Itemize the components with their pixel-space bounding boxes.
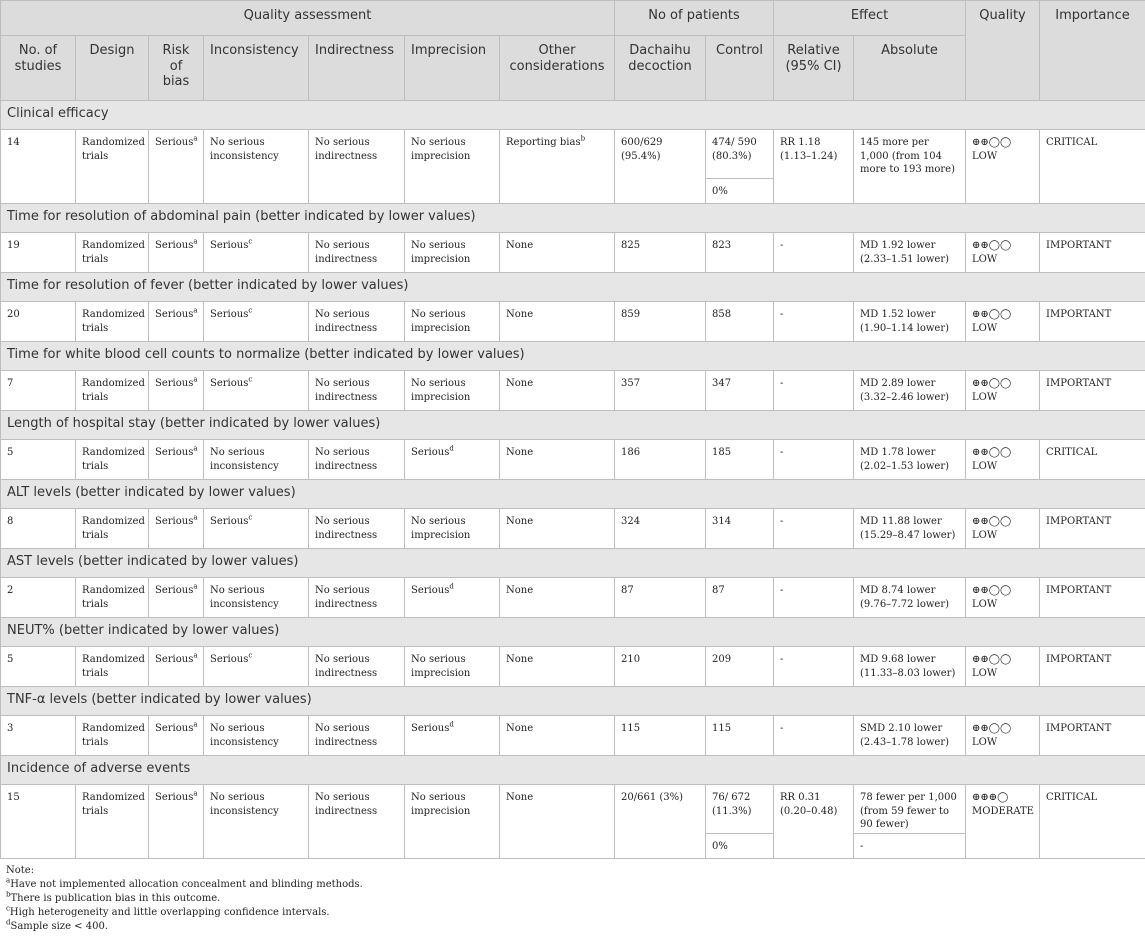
footnote-marker: a [193, 135, 197, 143]
cell-inconsistency [204, 302, 309, 342]
cell-absolute: MD 1.52 lower (1.90–1.14 lower) [854, 302, 966, 342]
cell-absolute-value: 78 fewer per 1,000 (from 59 fewer to 90 fewer) [854, 785, 965, 834]
cell-text: No serious imprecision [411, 240, 470, 265]
header-quality-assessment: Quality assessment [1, 1, 615, 36]
cell-text: None [506, 240, 533, 251]
note-text: High heterogeneity and little overlapping confidence intervals. [10, 907, 330, 918]
cell-control-baseline: 0% [706, 834, 773, 858]
cell-text: Serious [155, 654, 193, 665]
header-inconsistency: Inconsistency [204, 36, 309, 101]
cell-text: No serious imprecision [411, 309, 470, 334]
cell-quality: ⊕⊕◯◯ LOW [966, 302, 1040, 342]
cell-studies: 5 [1, 647, 76, 687]
cell-inconsistency [204, 371, 309, 411]
cell-control: 347 [706, 371, 774, 411]
cell-inconsistency [204, 578, 309, 618]
cell-absolute-baseline: - [854, 834, 965, 858]
cell-absolute [854, 785, 966, 859]
cell-quality: ⊕⊕◯◯ LOW [966, 716, 1040, 756]
cell-text: Serious [210, 309, 248, 320]
cell-dachaihu: 859 [615, 302, 706, 342]
cell-quality: ⊕⊕◯◯ LOW [966, 130, 1040, 204]
cell-risk-of-bias [149, 578, 204, 618]
note-item [6, 906, 1139, 920]
cell-text: No serious imprecision [411, 792, 470, 817]
cell-control: 87 [706, 578, 774, 618]
cell-dachaihu: 357 [615, 371, 706, 411]
cell-imprecision [405, 130, 500, 204]
header-design: Design [76, 36, 149, 101]
cell-text: No serious imprecision [411, 654, 470, 679]
cell-text: None [506, 792, 533, 803]
cell-text: Serious [155, 585, 193, 596]
cell-risk-of-bias [149, 233, 204, 273]
cell-text: No serious inconsistency [210, 585, 279, 610]
cell-text: Serious [210, 378, 248, 389]
cell-text: Serious [155, 792, 193, 803]
cell-other-considerations [500, 302, 615, 342]
cell-importance: CRITICAL [1040, 130, 1145, 204]
cell-dachaihu: 115 [615, 716, 706, 756]
cell-text: Serious [155, 240, 193, 251]
cell-text: Serious [210, 516, 248, 527]
cell-relative: - [774, 716, 854, 756]
cell-imprecision [405, 785, 500, 859]
cell-dachaihu: 186 [615, 440, 706, 480]
cell-risk-of-bias [149, 785, 204, 859]
cell-risk-of-bias [149, 371, 204, 411]
table-row [1, 130, 1145, 204]
cell-absolute: MD 2.89 lower (3.32–2.46 lower) [854, 371, 966, 411]
cell-dachaihu: 210 [615, 647, 706, 687]
cell-studies: 2 [1, 578, 76, 618]
cell-absolute: MD 1.92 lower (2.33–1.51 lower) [854, 233, 966, 273]
footnote-marker: c [248, 238, 252, 246]
cell-risk-of-bias [149, 302, 204, 342]
section-title: Time for resolution of fever (better indicated by lower values) [1, 273, 1145, 302]
cell-absolute: MD 1.78 lower (2.02–1.53 lower) [854, 440, 966, 480]
cell-control: 209 [706, 647, 774, 687]
cell-quality: ⊕⊕◯◯ LOW [966, 578, 1040, 618]
cell-studies: 19 [1, 233, 76, 273]
cell-text: No serious inconsistency [210, 723, 279, 748]
header-other-considerations: Other considerations [500, 36, 615, 101]
section-title: NEUT% (better indicated by lower values) [1, 618, 1145, 647]
footnote-marker: a [193, 376, 197, 384]
cell-studies: 14 [1, 130, 76, 204]
cell-risk-of-bias [149, 130, 204, 204]
note-item [6, 878, 1139, 892]
cell-indirectness: No serious indirectness [309, 509, 405, 549]
cell-importance: IMPORTANT [1040, 647, 1145, 687]
cell-text: None [506, 378, 533, 389]
cell-other-considerations [500, 440, 615, 480]
cell-relative: - [774, 578, 854, 618]
cell-text: Serious [155, 723, 193, 734]
table-notes [0, 859, 1145, 939]
cell-design: Randomized trials [76, 440, 149, 480]
cell-studies: 7 [1, 371, 76, 411]
cell-text: Serious [155, 378, 193, 389]
footnote-marker: a [193, 238, 197, 246]
cell-text: No serious inconsistency [210, 137, 279, 162]
cell-text: None [506, 585, 533, 596]
cell-importance: IMPORTANT [1040, 371, 1145, 411]
cell-quality: ⊕⊕◯◯ LOW [966, 371, 1040, 411]
header-control: Control [706, 36, 774, 101]
cell-control [706, 785, 774, 859]
header-importance: Importance [1040, 1, 1145, 101]
cell-relative: - [774, 440, 854, 480]
cell-text: None [506, 309, 533, 320]
cell-absolute: MD 8.74 lower (9.76–7.72 lower) [854, 578, 966, 618]
table-row [1, 785, 1145, 859]
footnote-marker: d [449, 721, 453, 729]
section-title: TNF-α levels (better indicated by lower values) [1, 687, 1145, 716]
cell-importance: IMPORTANT [1040, 509, 1145, 549]
cell-absolute: 145 more per 1,000 (from 104 more to 193 more) [854, 130, 966, 204]
table-row [1, 233, 1145, 273]
cell-relative: - [774, 647, 854, 687]
table-row [1, 440, 1145, 480]
cell-absolute: MD 11.88 lower (15.29–8.47 lower) [854, 509, 966, 549]
footnote-marker: b [6, 891, 10, 899]
cell-text: Serious [155, 447, 193, 458]
cell-text: None [506, 654, 533, 665]
cell-risk-of-bias [149, 509, 204, 549]
footnote-marker: a [193, 721, 197, 729]
cell-importance: IMPORTANT [1040, 233, 1145, 273]
section-title: Length of hospital stay (better indicated by lower values) [1, 411, 1145, 440]
header-relative: Relative (95% CI) [774, 36, 854, 101]
cell-text: Serious [155, 137, 193, 148]
cell-indirectness: No serious indirectness [309, 647, 405, 687]
cell-control-value: 76/ 672 (11.3%) [706, 785, 773, 834]
cell-control [706, 130, 774, 204]
cell-design: Randomized trials [76, 130, 149, 204]
cell-absolute: MD 9.68 lower (11.33–8.03 lower) [854, 647, 966, 687]
cell-control-baseline: 0% [706, 179, 773, 203]
cell-dachaihu: 87 [615, 578, 706, 618]
cell-design: Randomized trials [76, 509, 149, 549]
cell-other-considerations [500, 371, 615, 411]
footnote-marker: d [449, 445, 453, 453]
note-item [6, 920, 1139, 934]
cell-importance: IMPORTANT [1040, 716, 1145, 756]
cell-studies: 5 [1, 440, 76, 480]
cell-relative: RR 1.18 (1.13–1.24) [774, 130, 854, 204]
header-effect: Effect [774, 1, 966, 36]
cell-design: Randomized trials [76, 578, 149, 618]
cell-design: Randomized trials [76, 647, 149, 687]
footnote-marker: a [193, 583, 197, 591]
cell-imprecision [405, 233, 500, 273]
footnote-marker: a [193, 790, 197, 798]
cell-studies: 15 [1, 785, 76, 859]
header-dachaihu-decoction: Dachaihu decoction [615, 36, 706, 101]
cell-relative: - [774, 302, 854, 342]
cell-relative: - [774, 509, 854, 549]
cell-risk-of-bias [149, 716, 204, 756]
cell-quality: ⊕⊕◯◯ LOW [966, 233, 1040, 273]
header-no-of-patients: No of patients [615, 1, 774, 36]
footnote-marker: d [6, 919, 10, 927]
footnote-marker: c [6, 905, 10, 913]
cell-indirectness: No serious indirectness [309, 302, 405, 342]
cell-text: Serious [210, 654, 248, 665]
cell-imprecision [405, 440, 500, 480]
cell-dachaihu: 324 [615, 509, 706, 549]
cell-text: No serious imprecision [411, 137, 470, 162]
cell-imprecision [405, 647, 500, 687]
cell-text: None [506, 447, 533, 458]
note-item [6, 892, 1139, 906]
cell-relative: RR 0.31 (0.20–0.48) [774, 785, 854, 859]
cell-text: Serious [411, 723, 449, 734]
note-text: Have not implemented allocation concealment and blinding methods. [10, 879, 363, 890]
cell-inconsistency [204, 130, 309, 204]
footnote-marker: a [193, 514, 197, 522]
cell-other-considerations [500, 509, 615, 549]
cell-text: Serious [411, 585, 449, 596]
cell-control: 314 [706, 509, 774, 549]
section-title: Time for resolution of abdominal pain (better indicated by lower values) [1, 204, 1145, 233]
table-row [1, 578, 1145, 618]
cell-text: Serious [411, 447, 449, 458]
cell-inconsistency [204, 509, 309, 549]
table-row [1, 647, 1145, 687]
note-text: Sample size < 400. [10, 921, 108, 932]
header-imprecision: Imprecision [405, 36, 500, 101]
cell-design: Randomized trials [76, 371, 149, 411]
cell-quality: ⊕⊕◯◯ LOW [966, 509, 1040, 549]
cell-imprecision [405, 578, 500, 618]
cell-control: 823 [706, 233, 774, 273]
cell-design: Randomized trials [76, 302, 149, 342]
cell-inconsistency [204, 233, 309, 273]
table-row [1, 302, 1145, 342]
cell-inconsistency [204, 647, 309, 687]
cell-quality: ⊕⊕◯◯ LOW [966, 647, 1040, 687]
cell-indirectness: No serious indirectness [309, 440, 405, 480]
cell-control-value: 474/ 590 (80.3%) [706, 130, 773, 179]
footnote-marker: d [449, 583, 453, 591]
cell-importance: CRITICAL [1040, 785, 1145, 859]
footnote-marker: a [193, 652, 197, 660]
cell-indirectness: No serious indirectness [309, 716, 405, 756]
cell-inconsistency [204, 785, 309, 859]
cell-imprecision [405, 716, 500, 756]
cell-text: No serious inconsistency [210, 792, 279, 817]
table-row [1, 371, 1145, 411]
footnote-marker: c [248, 307, 252, 315]
cell-absolute: SMD 2.10 lower (2.43–1.78 lower) [854, 716, 966, 756]
cell-studies: 20 [1, 302, 76, 342]
cell-control: 185 [706, 440, 774, 480]
footnote-marker: a [193, 307, 197, 315]
cell-other-considerations [500, 647, 615, 687]
table-row [1, 509, 1145, 549]
cell-dachaihu: 20/661 (3%) [615, 785, 706, 859]
footnote-marker: c [248, 376, 252, 384]
cell-other-considerations [500, 578, 615, 618]
cell-risk-of-bias [149, 440, 204, 480]
cell-indirectness: No serious indirectness [309, 233, 405, 273]
cell-dachaihu: 600/629 (95.4%) [615, 130, 706, 204]
cell-text: Serious [210, 240, 248, 251]
cell-other-considerations [500, 233, 615, 273]
cell-inconsistency [204, 440, 309, 480]
footnote-marker: c [248, 652, 252, 660]
cell-studies: 3 [1, 716, 76, 756]
cell-inconsistency [204, 716, 309, 756]
cell-imprecision [405, 302, 500, 342]
cell-importance: IMPORTANT [1040, 578, 1145, 618]
cell-text: None [506, 516, 533, 527]
cell-quality: ⊕⊕⊕◯ MODERATE [966, 785, 1040, 859]
header-risk-of-bias: Risk of bias [149, 36, 204, 101]
cell-control: 858 [706, 302, 774, 342]
table-row [1, 716, 1145, 756]
cell-relative: - [774, 371, 854, 411]
cell-text: No serious imprecision [411, 378, 470, 403]
cell-risk-of-bias [149, 647, 204, 687]
section-title: AST levels (better indicated by lower values) [1, 549, 1145, 578]
cell-text: Serious [155, 309, 193, 320]
cell-indirectness: No serious indirectness [309, 130, 405, 204]
header-indirectness: Indirectness [309, 36, 405, 101]
header-absolute: Absolute [854, 36, 966, 101]
section-title: Incidence of adverse events [1, 756, 1145, 785]
cell-text: No serious inconsistency [210, 447, 279, 472]
cell-other-considerations [500, 716, 615, 756]
cell-indirectness: No serious indirectness [309, 371, 405, 411]
cell-other-considerations [500, 785, 615, 859]
header-quality: Quality [966, 1, 1040, 101]
section-title: Time for white blood cell counts to normalize (better indicated by lower values) [1, 342, 1145, 371]
cell-design: Randomized trials [76, 785, 149, 859]
cell-relative: - [774, 233, 854, 273]
cell-design: Randomized trials [76, 233, 149, 273]
cell-text: Serious [155, 516, 193, 527]
note-text: There is publication bias in this outcome. [10, 893, 220, 904]
cell-other-considerations [500, 130, 615, 204]
cell-control: 115 [706, 716, 774, 756]
cell-indirectness: No serious indirectness [309, 578, 405, 618]
cell-imprecision [405, 509, 500, 549]
cell-text: None [506, 723, 533, 734]
notes-title: Note: [6, 864, 1139, 878]
cell-quality: ⊕⊕◯◯ LOW [966, 440, 1040, 480]
cell-indirectness: No serious indirectness [309, 785, 405, 859]
cell-dachaihu: 825 [615, 233, 706, 273]
cell-text: No serious imprecision [411, 516, 470, 541]
cell-text: Reporting bias [506, 137, 581, 148]
header-no-of-studies: No. of studies [1, 36, 76, 101]
cell-importance: IMPORTANT [1040, 302, 1145, 342]
section-title: Clinical efficacy [1, 101, 1145, 130]
cell-importance: CRITICAL [1040, 440, 1145, 480]
section-title: ALT levels (better indicated by lower values) [1, 480, 1145, 509]
footnote-marker: b [581, 135, 585, 143]
cell-imprecision [405, 371, 500, 411]
footnote-marker: a [6, 877, 10, 885]
footnote-marker: c [248, 514, 252, 522]
cell-design: Randomized trials [76, 716, 149, 756]
cell-studies: 8 [1, 509, 76, 549]
footnote-marker: a [193, 445, 197, 453]
